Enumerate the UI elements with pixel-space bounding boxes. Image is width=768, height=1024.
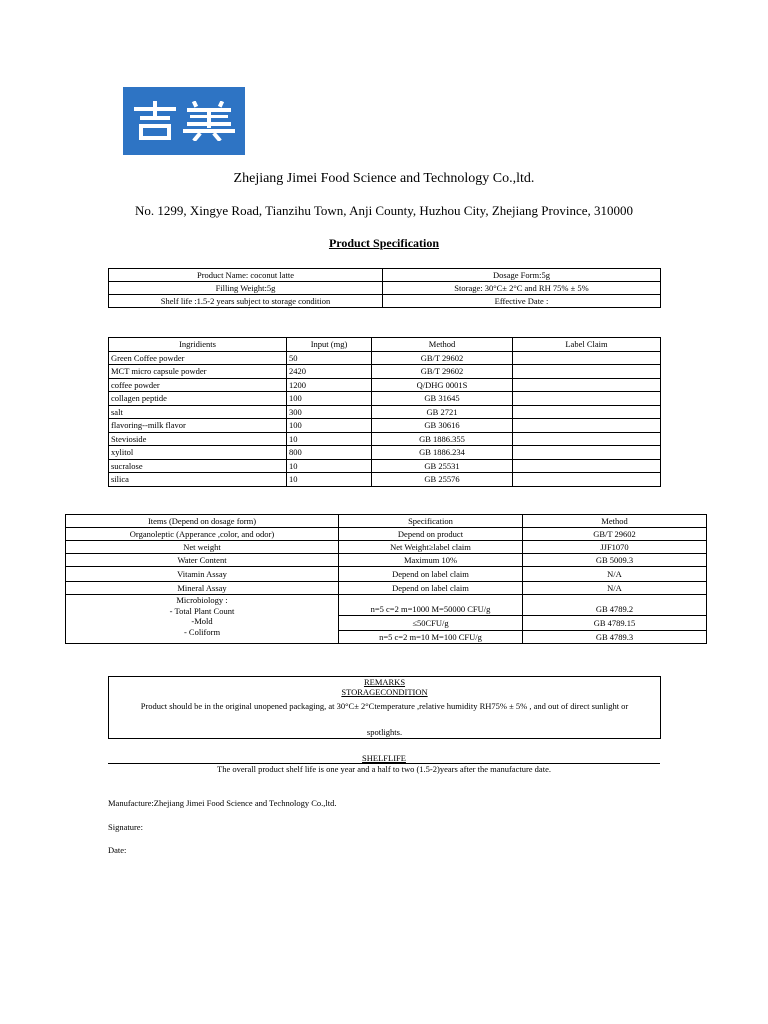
spec-value: Maximum 10% <box>339 554 523 567</box>
shelflife-text: The overall product shelf life is one year and a half to two (1.5-2)years after the manufacture date. <box>217 764 551 774</box>
specifications-table <box>65 514 707 644</box>
table-row <box>109 473 661 487</box>
ingredient-method: GB 1886.234 <box>372 446 513 460</box>
table-row <box>66 554 707 567</box>
table-header-row <box>66 515 707 528</box>
table-row <box>109 269 661 282</box>
table-row <box>66 528 707 541</box>
spec-item: Mineral Assay <box>66 582 339 595</box>
ingredient-input: 800 <box>287 446 372 460</box>
ingredient-claim <box>513 419 661 433</box>
ingredient-name: xylitol <box>109 446 287 460</box>
ingredient-method: GB 1886.355 <box>372 432 513 446</box>
shelflife-heading: SHELFLIFE <box>362 753 406 763</box>
table-row <box>109 378 661 392</box>
spec-value: Depend on label claim <box>339 582 523 595</box>
company-name: Zhejiang Jimei Food Science and Technology Co.,ltd. <box>233 171 535 186</box>
table-row <box>109 392 661 406</box>
spec-item: Organoleptic (Apperance ,color, and odor) <box>66 528 339 541</box>
spec-value: ≤50CFU/g <box>339 616 523 631</box>
ingredient-input: 1200 <box>287 378 372 392</box>
ingredient-name: sucralose <box>109 459 287 473</box>
manufacturer-line: Manufacture:Zhejiang Jimei Food Science and Technology Co.,ltd. <box>108 798 337 808</box>
ingredient-claim <box>513 405 661 419</box>
table-header-row <box>109 338 661 352</box>
ingredient-claim <box>513 365 661 379</box>
column-header: Input (mg) <box>287 338 372 352</box>
spec-value: Depend on product <box>339 528 523 541</box>
ingredient-name: salt <box>109 405 287 419</box>
date-line: Date: <box>108 845 127 855</box>
spec-value: n=5 c=2 m=1000 M=50000 CFU/g <box>339 603 523 616</box>
ingredient-input: 10 <box>287 432 372 446</box>
remarks-heading: REMARKS <box>363 677 406 687</box>
storage-condition-text: Product should be in the original unopened packaging, at 30°C± 2°Ctemperature ,relative humidity RH75% ± 5% , and out of direct sunlight or <box>140 701 629 711</box>
table-row <box>66 567 707 582</box>
remarks-box <box>108 676 661 739</box>
micro-label: -Mold <box>191 616 213 626</box>
spec-method: GB 4789.2 <box>523 603 707 616</box>
company-address: No. 1299, Xingye Road, Tianzihu Town, Anji County, Huzhou City, Zhejiang Province, 310000 <box>134 203 633 218</box>
table-row <box>109 351 661 365</box>
micro-label: - Total Plant Count <box>169 605 235 616</box>
ingredient-method: GB/T 29602 <box>372 365 513 379</box>
ingredient-name: collagen peptide <box>109 392 287 406</box>
ingredient-claim <box>513 392 661 406</box>
ingredient-claim <box>513 378 661 392</box>
storage: Storage: 30°C± 2°C and RH 75% ± 5% <box>383 282 661 295</box>
table-row <box>109 365 661 379</box>
storage-condition-heading: STORAGECONDITION <box>341 687 428 697</box>
spec-item: Net weight <box>66 541 339 554</box>
table-row <box>109 432 661 446</box>
shelf-life: Shelf life :1.5-2 years subject to storage condition <box>109 295 383 308</box>
ingredient-input: 100 <box>287 419 372 433</box>
ingredient-input: 10 <box>287 459 372 473</box>
ingredient-input: 100 <box>287 392 372 406</box>
table-row <box>109 459 661 473</box>
ingredient-method: GB/T 29602 <box>372 351 513 365</box>
ingredient-input: 2420 <box>287 365 372 379</box>
ingredient-claim <box>513 473 661 487</box>
dosage-form: Dosage Form:5g <box>383 269 661 282</box>
ingredient-method: Q/DHG 0001S <box>372 378 513 392</box>
product-name: Product Name: coconut latte <box>109 269 383 282</box>
ingredient-claim <box>513 351 661 365</box>
spec-method: GB 4789.15 <box>523 616 707 631</box>
column-header: Ingridients <box>109 338 287 352</box>
spec-method: N/A <box>523 567 707 582</box>
table-row <box>109 282 661 295</box>
micro-label: Microbiology : <box>176 595 228 605</box>
spec-method: N/A <box>523 582 707 595</box>
company-logo <box>123 87 245 155</box>
ingredient-method: GB 31645 <box>372 392 513 406</box>
spec-value: Depend on label claim <box>339 567 523 582</box>
ingredient-input: 300 <box>287 405 372 419</box>
spec-item: Vitamin Assay <box>66 567 339 582</box>
ingredient-method: GB 2721 <box>372 405 513 419</box>
spec-method: GB 5009.3 <box>523 554 707 567</box>
ingredient-name: MCT micro capsule powder <box>109 365 287 379</box>
ingredient-input: 10 <box>287 473 372 487</box>
table-row <box>66 582 707 595</box>
column-header: Label Claim <box>513 338 661 352</box>
table-row <box>109 405 661 419</box>
ingredient-name: Stevioside <box>109 432 287 446</box>
ingredient-name: silica <box>109 473 287 487</box>
microbiology-cell <box>66 595 339 644</box>
column-header: Specification <box>339 515 523 528</box>
column-header: Items (Depend on dosage form) <box>66 515 339 528</box>
logo-mark <box>131 101 237 141</box>
ingredient-claim <box>513 432 661 446</box>
product-info-table <box>108 268 661 308</box>
ingredient-method: GB 25531 <box>372 459 513 473</box>
spec-item: Water Content <box>66 554 339 567</box>
spec-method: GB/T 29602 <box>523 528 707 541</box>
column-header: Method <box>372 338 513 352</box>
ingredient-method: GB 25576 <box>372 473 513 487</box>
ingredient-claim <box>513 459 661 473</box>
ingredient-name: coffee powder <box>109 378 287 392</box>
filling-weight: Filling Weight:5g <box>109 282 383 295</box>
signature-line: Signature: <box>108 822 143 832</box>
spec-value: n=5 c=2 m=10 M=100 CFU/g <box>339 631 523 644</box>
table-row <box>109 295 661 308</box>
table-row <box>109 419 661 433</box>
storage-condition-text-cont: spotlights. <box>366 727 403 737</box>
spec-method: JJF1070 <box>523 541 707 554</box>
table-row <box>109 446 661 460</box>
ingredient-input: 50 <box>287 351 372 365</box>
table-row <box>66 541 707 554</box>
spec-method: GB 4789.3 <box>523 631 707 644</box>
document-title: Product Specification <box>328 236 440 250</box>
ingredient-name: flavoring--milk flavor <box>109 419 287 433</box>
table-row <box>66 595 707 604</box>
micro-label: - Coliform <box>183 626 221 637</box>
spec-value: Net Weight≥label claim <box>339 541 523 554</box>
ingredients-table <box>108 337 661 487</box>
effective-date: Effective Date : <box>383 295 661 308</box>
ingredient-method: GB 30616 <box>372 419 513 433</box>
column-header: Method <box>523 515 707 528</box>
ingredient-name: Green Coffee powder <box>109 351 287 365</box>
ingredient-claim <box>513 446 661 460</box>
